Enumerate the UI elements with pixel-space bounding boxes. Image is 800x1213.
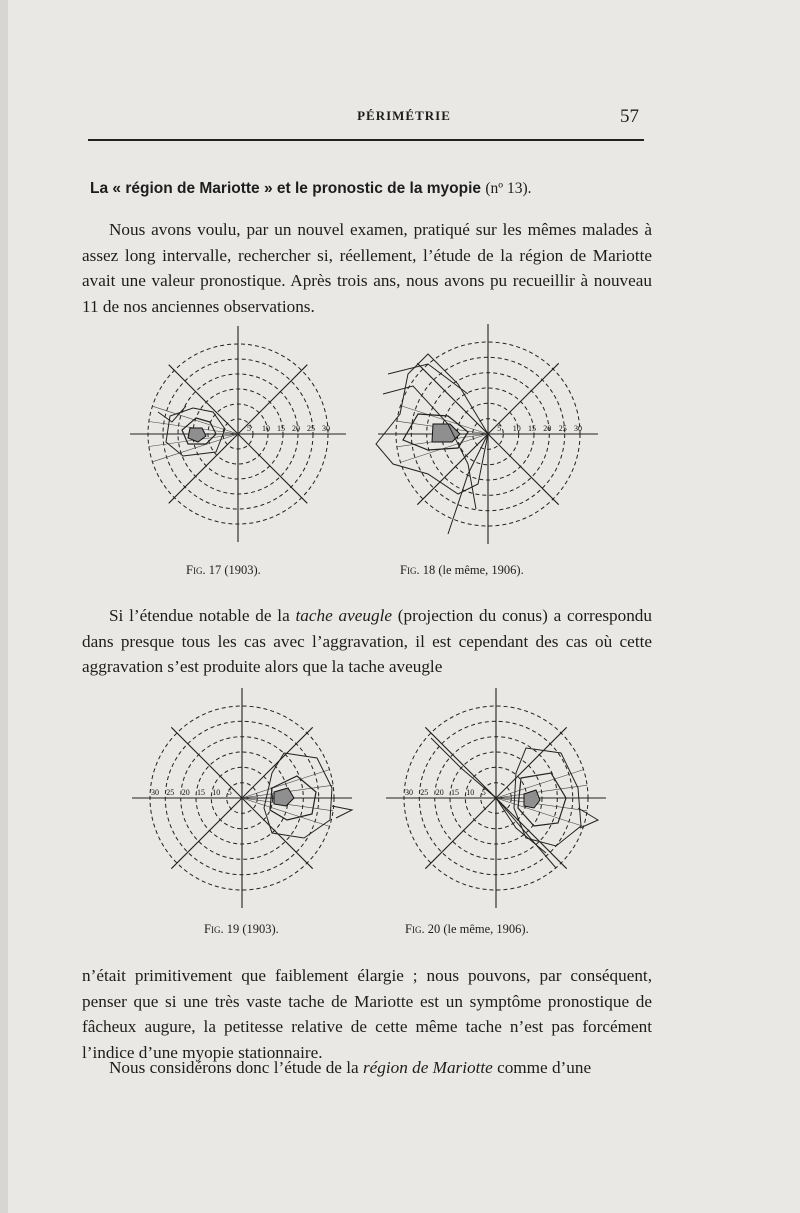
scale-tick-label: 25 (166, 788, 175, 797)
section-title (90, 180, 650, 198)
radial-line (496, 785, 587, 798)
caption-text: 20 (le même, 1906). (424, 922, 529, 936)
scale-tick-label: 20 (543, 424, 552, 433)
figure-17 (120, 326, 360, 546)
scale-tick-label: 25 (307, 424, 315, 433)
scale-tick-label: 15 (197, 788, 205, 797)
paragraph-4 (82, 1055, 652, 1081)
radial-line (496, 770, 584, 798)
caption-text: 18 (le même, 1906). (419, 563, 524, 577)
scale-tick-label: 5 (497, 424, 502, 433)
perimetry-chart-fig20 (368, 690, 613, 910)
caption-prefix: Fig. (405, 922, 425, 936)
scale-tick-label: 20 (181, 788, 190, 797)
field-boundary-line (158, 406, 186, 422)
paragraph-2 (82, 603, 652, 680)
running-head: PÉRIMÉTRIE (357, 108, 451, 123)
paragraph-4-start: Nous considérons donc l’étude de la (109, 1058, 363, 1077)
caption-fig-17 (186, 563, 261, 578)
caption-fig-19 (204, 922, 279, 937)
scale-tick-label: 5 (481, 788, 486, 797)
paragraph-2-italic: tache aveugle (295, 606, 392, 625)
scale-tick-label: 15 (451, 788, 459, 797)
perimetry-chart-fig18 (363, 326, 608, 546)
paragraph-2-start: Si l’étendue notable de la (109, 606, 296, 625)
caption-fig-18 (400, 563, 524, 578)
scale-tick-label: 20 (435, 788, 444, 797)
caption-prefix: Fig. (204, 922, 224, 936)
figure-19 (120, 690, 365, 910)
field-boundary-line (448, 434, 488, 534)
scale-tick-label: 30 (574, 424, 582, 433)
book-page (8, 0, 800, 1213)
paragraph-4-end: comme d’une (492, 1058, 592, 1077)
field-boundary-line (496, 798, 556, 868)
scale-tick-label: 30 (322, 424, 330, 433)
section-number: (nº 13). (485, 180, 532, 197)
paragraph-1: Nous avons voulu, par un nouvel examen, pratiqué sur les mêmes malades à assez long intervalle, rechercher si, réellement, l’étude de la région de Mariotte avait une valeur pronostique. Après trois ans, nous avons pu recueillir à nouveau 11 de nos anciennes observations. (82, 220, 652, 316)
header-rule (88, 139, 644, 141)
scale-tick-label: 10 (512, 424, 521, 433)
scale-tick-label: 25 (558, 424, 567, 433)
scale-tick-label: 5 (227, 788, 232, 797)
field-boundary-line (332, 806, 352, 818)
scale-tick-label: 10 (466, 788, 475, 797)
blind-spot-core (188, 428, 206, 442)
caption-prefix: Fig. (186, 563, 206, 577)
scale-tick-label: 25 (420, 788, 429, 797)
scale-tick-label: 10 (212, 788, 221, 797)
caption-text: 17 (1903). (205, 563, 261, 577)
scale-tick-label: 10 (262, 424, 270, 433)
blind-spot-core (274, 788, 294, 806)
scale-tick-label: 30 (405, 788, 413, 797)
paragraph-3: n’était primitivement que faiblement élargie ; nous pouvons, par conséquent, penser que si une très vaste tache de Mariotte est un symptôme pronostique de fâcheux augure, la petitesse relative de cette même tache n’est pas forcément l’indice d’une myopie stationnaire. (82, 966, 652, 1062)
scale-tick-label: 5 (247, 424, 251, 433)
paragraph-2-end: (projection du conus) a correspondu dans presque tous les cas avec l’aggravation, il est cependant des cas où cette aggravation s’est produite alors que la tache aveugle (82, 606, 652, 676)
blind-spot-core (524, 790, 540, 808)
caption-fig-20 (405, 922, 529, 937)
section-title-text: La « région de Mariotte » et le pronostic de la myopie (90, 180, 482, 197)
scale-tick-label: 15 (277, 424, 285, 433)
paragraph-4-italic: région de Mariotte (362, 1058, 493, 1077)
page-number: 57 (620, 106, 639, 127)
caption-text: 19 (1903). (223, 922, 279, 936)
figure-20 (368, 690, 613, 910)
scale-tick-label: 15 (528, 424, 536, 433)
perimetry-chart-fig19 (120, 690, 365, 910)
figure-18 (363, 326, 608, 546)
scale-tick-label: 20 (292, 424, 300, 433)
blind-spot-outer (376, 354, 488, 494)
radial-line (496, 798, 584, 826)
scale-tick-label: 30 (151, 788, 159, 797)
perimetry-chart-fig17 (120, 326, 360, 546)
caption-prefix: Fig. (400, 563, 420, 577)
